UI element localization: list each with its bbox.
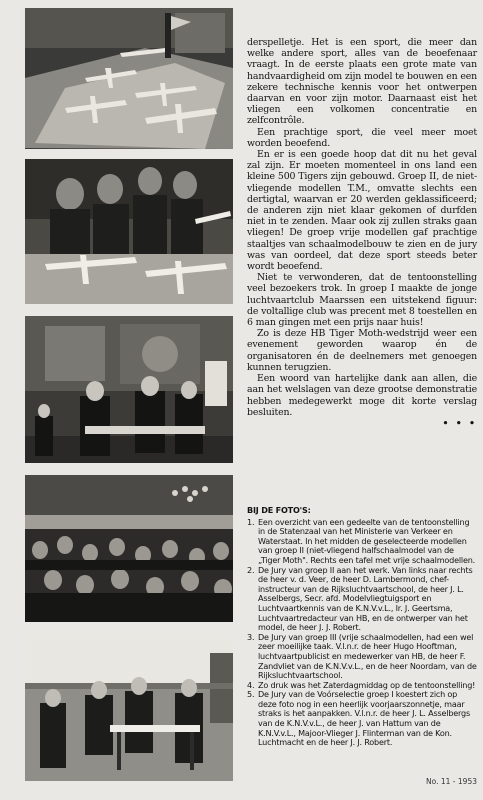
caption-number: 1.	[247, 516, 255, 527]
article-text	[247, 37, 477, 429]
caption-text: De Jury van de Voórselectie groep I koestert zich op deze foto nog in een heerlijk voorjaarszonnetje, maar straks is het aanpakken. V.l.n.r. de heer J. L. Asselbergs van de K.N.V.v.L., de heer J. van Hattum van de K.N.V.v.L., Majoor-Vlieger J. Flinterman van de Kon. Luchtmacht en de heer J. J. Robert.	[258, 689, 470, 748]
photo-outdoor-jury	[25, 633, 233, 781]
article-paragraph: Zo is deze HB Tiger Moth-wedstrijd weer een evenement geworden waarop én de organisatoren én de deelnemers met genoegen kunnen terugzien.	[247, 328, 477, 373]
caption-text: De Jury van groep III (vrije schaalmodellen, had een wel zeer moeilijke taak. V.l.n.r. de heer Hugo Hooftman, luchtvaartpublicist en medewerker van HB, de heer F. Zandvliet van de K.N.V.v.L., en de heer Noordam, van de Rijksluchtvaartschool.	[258, 631, 477, 681]
article-paragraph: Een woord van hartelijke dank aan allen, die aan het welslagen van deze grootse demonstratie hebben medegewerkt moge dit korte verslag besluiten.	[247, 373, 477, 418]
photo-jury-group-2	[25, 159, 233, 304]
caption-number: 3.	[247, 631, 255, 642]
caption-item	[247, 518, 477, 566]
caption-number: 2.	[247, 564, 255, 575]
caption-number: 5.	[247, 689, 255, 700]
article-paragraph: Niet te verwonderen, dat de tentoonstelling veel bezoekers trok. In groep I maakte de jonge luchtvaartclub Maarssen een uitstekend figuur: de voltallige club was precent met 8 toestellen en 6 man gingen met een prijs naar huis!	[247, 272, 477, 329]
page-footer: No. 11 - 1953	[426, 777, 477, 786]
photo-crowded-hall	[25, 475, 233, 622]
caption-number: 4.	[247, 679, 255, 690]
caption-text: Zo druk was het Zaterdagmiddag op de tentoonstelling!	[258, 679, 476, 690]
captions-heading: BIJ DE FOTO'S:	[247, 505, 311, 515]
caption-item	[247, 633, 477, 681]
caption-item	[247, 690, 477, 748]
caption-item	[247, 566, 477, 633]
photo-jury-group-3	[25, 316, 233, 463]
photo-captions	[247, 506, 477, 748]
article-paragraph: Een prachtige sport, die veel meer moet worden beoefend.	[247, 126, 477, 149]
article-end-mark: • • •	[442, 417, 477, 429]
caption-text: Een overzicht van een gedeelte van de tentoonstelling in de Statenzaal van het Ministerie van Verkeer en Waterstaat. In het midden de geselecteerde modellen van groep II (niet-vliegend halfschaalmodel van de „Tiger Moth". Rechts een tafel met vrije schaalmodellen.	[258, 516, 476, 565]
article-paragraph: En er is een goede hoop dat dit nu het geval zal zijn. Er moeten momenteel in ons land een kleine 500 Tigers zijn gebouwd. Groep II, de niet-vliegende modellen T.M., omvatte slechts een dertigtal, waarvan er 20 werden geklassificeerd; de anderen zijn niet klaar gekomen of durfden niet in te zenden. Maar ook zij zullen straks gaan vliegen! De groep vrije modellen gaf prachtige staaltjes van schaalmodelbouw te zien en de jury was van oordeel, dat deze sport steeds beter wordt beoefend.	[247, 149, 477, 273]
caption-text: De Jury van groep II aan het werk. Van links naar rechts de heer v. d. Veer, de heer D. Lambermond, chef-instructeur van de Rijksluchtvaartschool, de heer J. L. Asselbergs, Secr. afd. Modelvliegtuigsport en Luchtvaartkennis van de K.N.V.v.L., Ir. J. Geertsma, Luchtvaartredacteur van HB, en de ontwerper van het model, de heer J. J. Robert.	[258, 564, 473, 633]
article-paragraph: derspelletje. Het is een sport, die meer dan welke andere sport, alles van de beoefenaar vraagt. In de eerste plaats een grote mate van handvaardigheid om zijn model te bouwen en een zekere technische kennis voor het ontwerpen daarvan en voor zijn motor. Daarnaast eist het vliegen een volkomen concentratie en zelfcontrôle.	[247, 37, 477, 127]
photo-exhibition-hall	[25, 8, 233, 149]
